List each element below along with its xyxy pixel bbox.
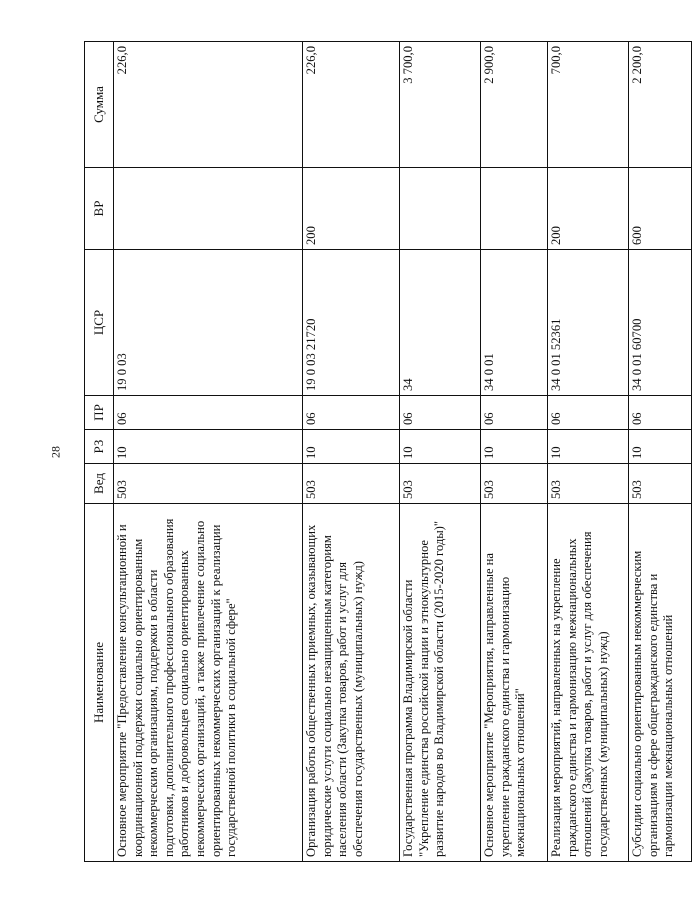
cell-pr: 06 xyxy=(114,396,303,430)
table-row xyxy=(400,42,481,862)
cell-pr: 06 xyxy=(400,396,481,430)
cell-name: Субсидии социально ориентированным некоммерческим организациям в сфере общегражданского единства и гармонизации межнациональных отношений xyxy=(629,504,692,862)
header-csr: ЦСР xyxy=(85,250,114,396)
budget-table xyxy=(84,41,692,862)
cell-vr: 600 xyxy=(629,168,692,250)
cell-name: Организация работы общественных приемных, оказывающих юридические услуги социально незащищенным категориям населения области (Закупка товаров, работ и услуг для обеспечения государственных (муниципальных) нужд) xyxy=(303,504,400,862)
cell-csr: 19 0 03 xyxy=(114,250,303,396)
cell-csr: 34 0 01 xyxy=(481,250,548,396)
cell-vr xyxy=(481,168,548,250)
cell-vr: 200 xyxy=(548,168,629,250)
header-name: Наименование xyxy=(85,504,114,862)
cell-csr: 19 0 03 21720 xyxy=(303,250,400,396)
cell-ved: 503 xyxy=(303,464,400,504)
header-pr: ПР xyxy=(85,396,114,430)
cell-ved: 503 xyxy=(629,464,692,504)
header-ved: Вед xyxy=(85,464,114,504)
rotated-page-content xyxy=(84,42,676,862)
cell-vr xyxy=(114,168,303,250)
cell-ved: 503 xyxy=(481,464,548,504)
cell-ved: 503 xyxy=(548,464,629,504)
cell-csr: 34 xyxy=(400,250,481,396)
cell-sum: 700,0 xyxy=(548,42,629,168)
cell-sum: 226,0 xyxy=(114,42,303,168)
table-row xyxy=(548,42,629,862)
cell-pr: 06 xyxy=(548,396,629,430)
cell-csr: 34 0 01 52361 xyxy=(548,250,629,396)
table-row xyxy=(114,42,303,862)
table-header-row xyxy=(85,42,114,862)
cell-vr: 200 xyxy=(303,168,400,250)
header-sum: Сумма xyxy=(85,42,114,168)
cell-name: Государственная программа Владимирской области "Укрепление единства российской нации и этнокультурное развитие народов во Владимирской области (2015-2020 годы)" xyxy=(400,504,481,862)
cell-pr: 06 xyxy=(481,396,548,430)
cell-csr: 34 0 01 60700 xyxy=(629,250,692,396)
table-row xyxy=(629,42,692,862)
cell-sum: 3 700,0 xyxy=(400,42,481,168)
cell-sum: 226,0 xyxy=(303,42,400,168)
header-rz: РЗ xyxy=(85,430,114,464)
cell-rz: 10 xyxy=(400,430,481,464)
cell-sum: 2 900,0 xyxy=(481,42,548,168)
cell-pr: 06 xyxy=(629,396,692,430)
cell-name: Основное мероприятие "Предоставление консультационной и координационной поддержки социально ориентированным некоммерческим организациям, поддержки в области подготовки, дополнительного профессионального образования работников и добровольцев социально ориентированных некоммерческих организаций, а также привлечение социально ориентированных некоммерческих организаций к реализации государственной политики в социальной сфере" xyxy=(114,504,303,862)
header-vr: ВР xyxy=(85,168,114,250)
table-row xyxy=(303,42,400,862)
cell-name: Основное мероприятие "Мероприятия, направленные на укрепление гражданского единства и гармонизацию межнациональных отношений" xyxy=(481,504,548,862)
cell-rz: 10 xyxy=(303,430,400,464)
cell-rz: 10 xyxy=(548,430,629,464)
table-row xyxy=(481,42,548,862)
cell-rz: 10 xyxy=(114,430,303,464)
page-number: 28 xyxy=(48,446,63,458)
cell-ved: 503 xyxy=(114,464,303,504)
cell-rz: 10 xyxy=(629,430,692,464)
cell-sum: 2 200,0 xyxy=(629,42,692,168)
cell-name: Реализация мероприятий, направленных на укрепление гражданского единства и гармонизацию межнациональных отношений (Закупка товаров, работ и услуг для обеспечения государственных (муниципальных) нужд) xyxy=(548,504,629,862)
cell-ved: 503 xyxy=(400,464,481,504)
cell-pr: 06 xyxy=(303,396,400,430)
cell-vr xyxy=(400,168,481,250)
cell-rz: 10 xyxy=(481,430,548,464)
